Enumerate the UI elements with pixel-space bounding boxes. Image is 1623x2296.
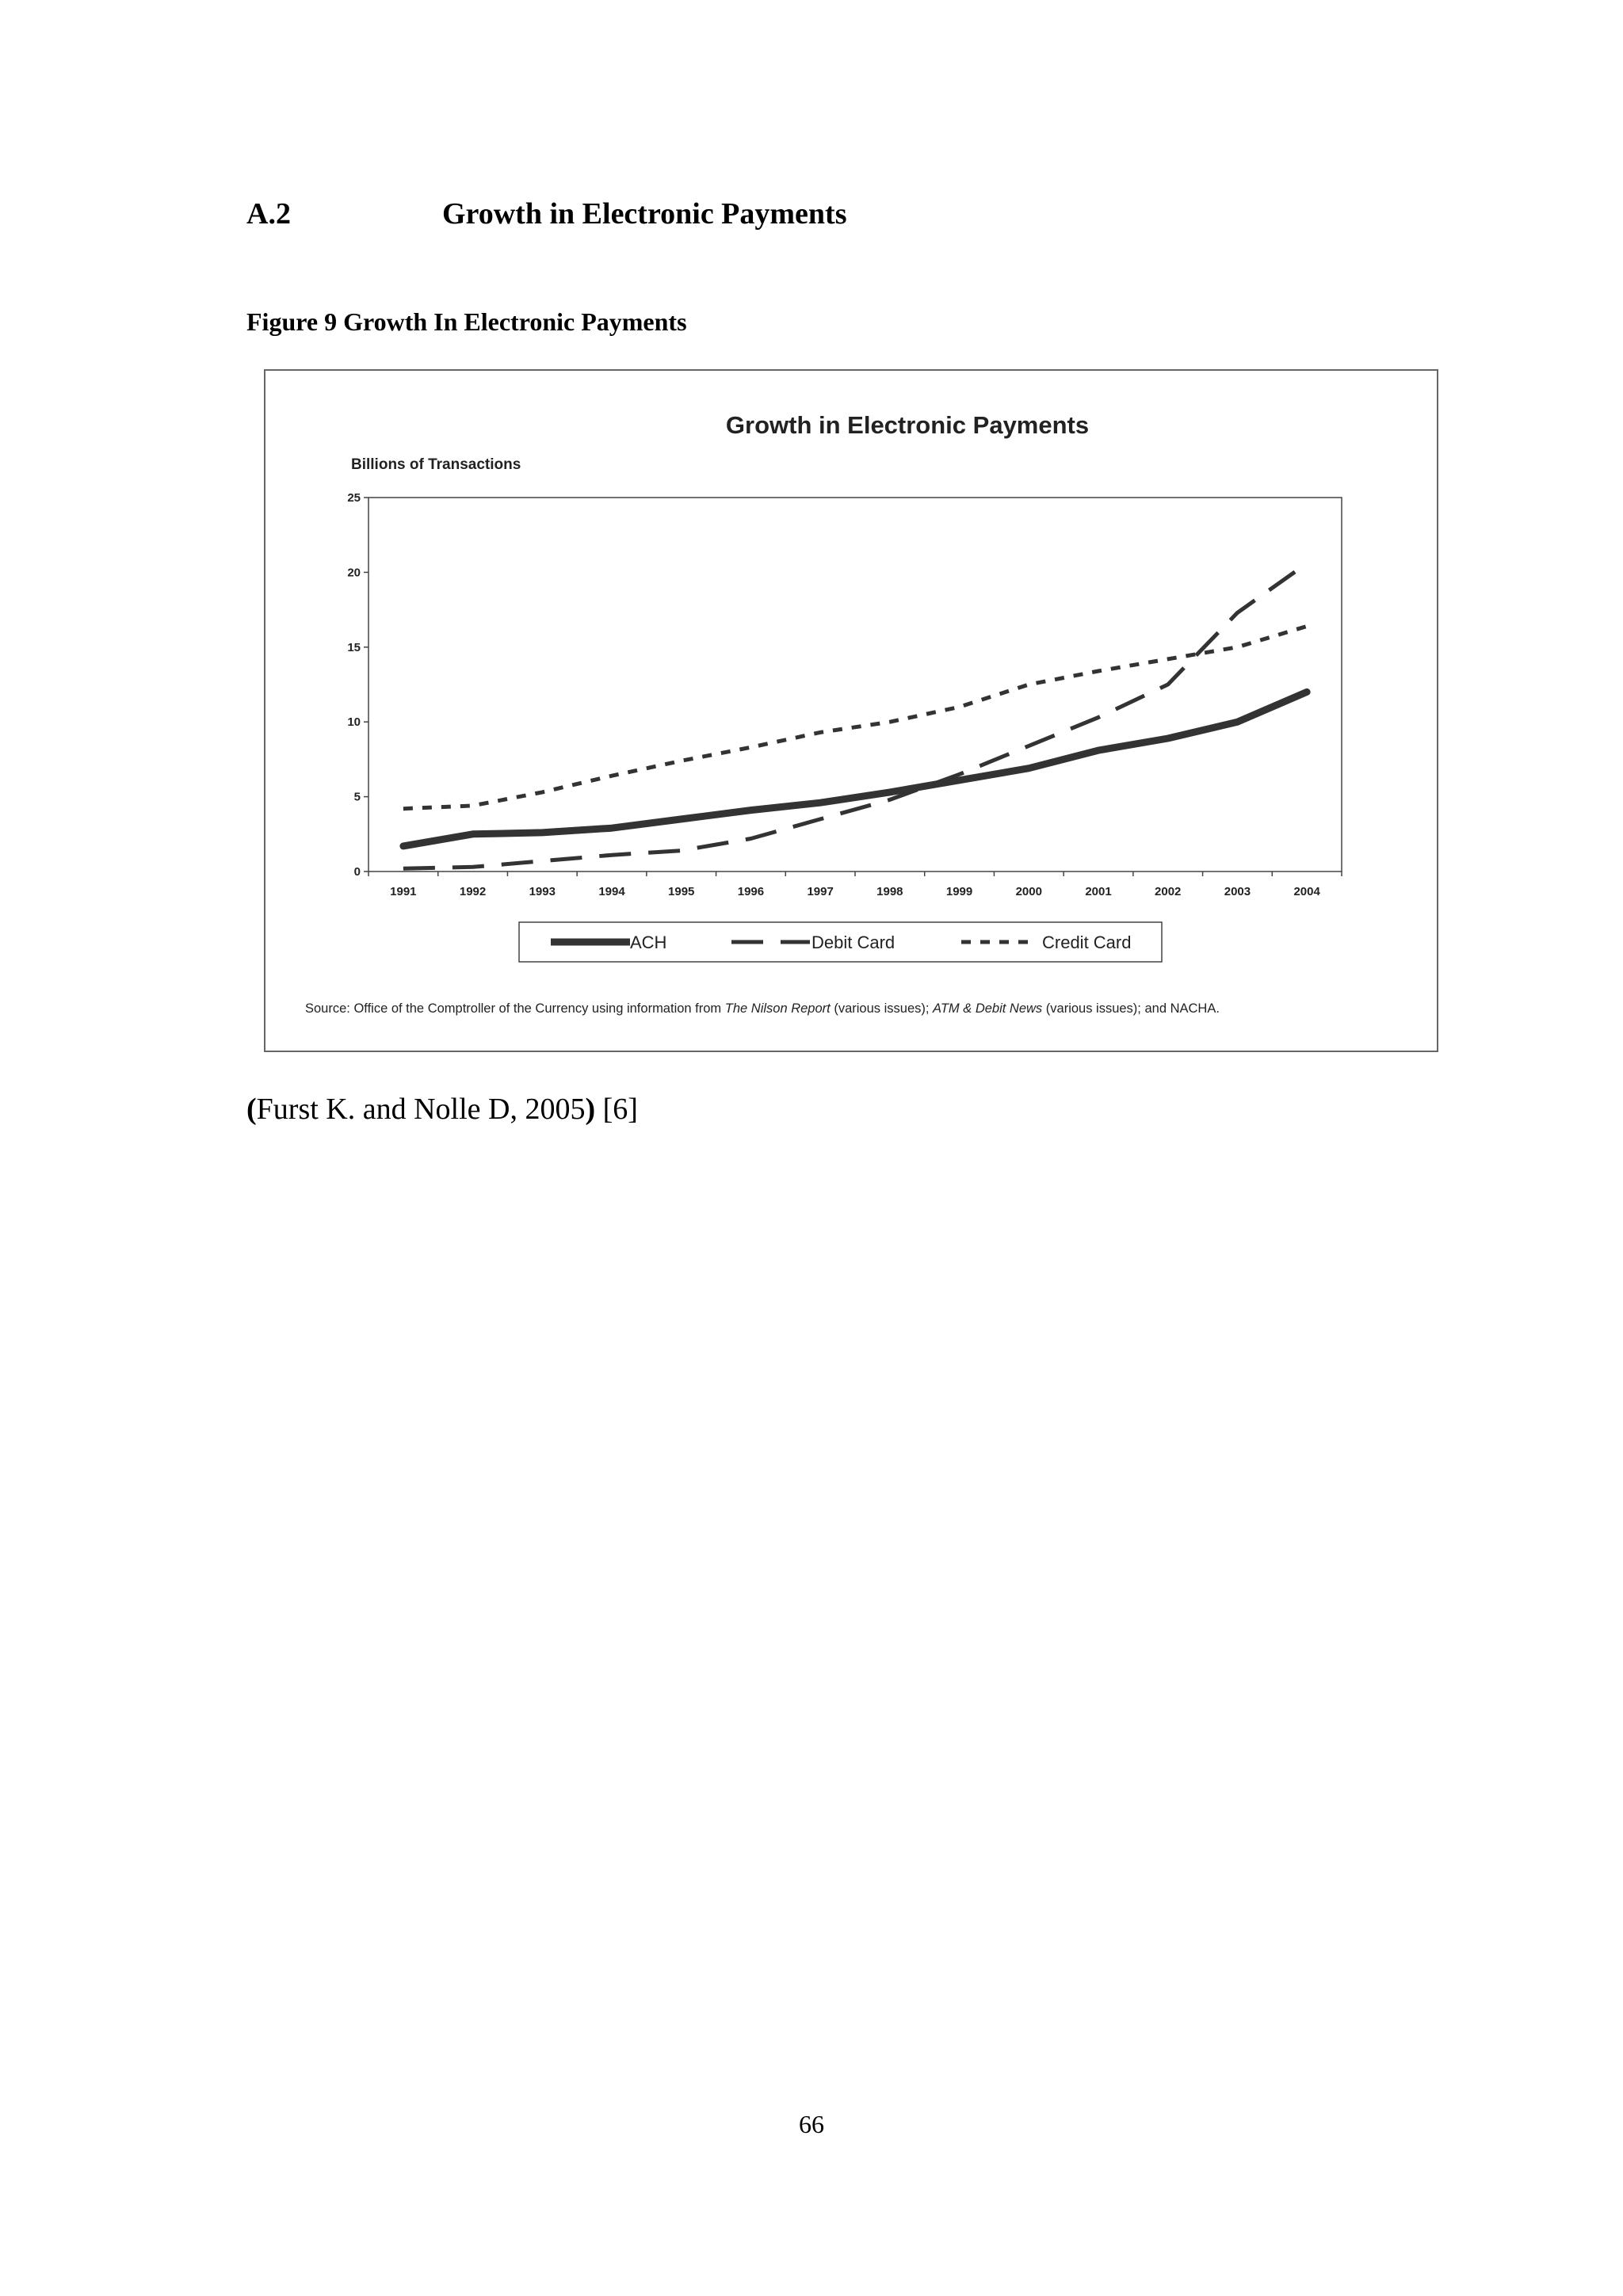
source-pub-2: ATM & Debit News: [933, 1001, 1043, 1016]
x-tick-label: 1994: [598, 885, 625, 898]
x-tick-label: 2000: [1015, 885, 1042, 898]
source-mid-2: (various issues); and NACHA.: [1042, 1001, 1220, 1016]
x-tick-label: 1997: [807, 885, 834, 898]
x-axis: [369, 871, 1342, 898]
figure-caption: Figure 9 Growth In Electronic Payments: [246, 307, 687, 336]
citation-open-paren: (: [246, 1093, 257, 1126]
y-tick-label: 0: [353, 865, 361, 879]
source-pub-1: The Nilson Report: [724, 1001, 831, 1016]
x-tick-label: 1993: [529, 885, 556, 898]
citation: [246, 1092, 638, 1127]
x-tick-label: 1991: [390, 885, 417, 898]
y-tick-label: 20: [347, 566, 361, 580]
y-tick-label: 5: [353, 790, 361, 804]
y-axis-label: Billions of Transactions: [351, 456, 521, 473]
x-tick-label: 2003: [1224, 885, 1251, 898]
x-tick-label: 1996: [737, 885, 765, 898]
x-tick-label: 2002: [1155, 885, 1182, 898]
series-line-ach: [403, 692, 1307, 846]
y-axis: [347, 491, 369, 879]
series-line-debit-card: [403, 563, 1307, 868]
section-number: A.2: [246, 197, 291, 231]
series-lines: [403, 563, 1307, 868]
legend-label-debit: Debit Card: [812, 933, 896, 952]
y-tick-label: 25: [347, 491, 361, 505]
chart-source-note: [305, 1001, 1220, 1016]
plot-area: [369, 498, 1342, 871]
y-tick-label: 15: [347, 640, 361, 654]
citation-text: Furst K. and Nolle D, 2005: [256, 1093, 586, 1126]
x-tick-label: 2001: [1085, 885, 1112, 898]
line-chart: [265, 371, 1437, 1051]
section-title: Growth in Electronic Payments: [442, 197, 847, 231]
legend: [519, 922, 1162, 962]
x-tick-label: 1998: [876, 885, 903, 898]
source-mid-1: (various issues);: [830, 1001, 934, 1016]
source-prefix: Source: Office of the Comptroller of the Currency using information from: [305, 1001, 725, 1016]
legend-label-credit: Credit Card: [1042, 933, 1132, 952]
x-tick-label: 1992: [459, 885, 487, 898]
chart-frame: [264, 369, 1438, 1052]
citation-ref: [6]: [595, 1093, 638, 1126]
chart-title: Growth in Electronic Payments: [725, 411, 1090, 439]
legend-label-ach: ACH: [630, 933, 667, 952]
x-tick-label: 1995: [668, 885, 695, 898]
series-line-credit-card: [403, 626, 1307, 808]
page-number: 66: [799, 2110, 824, 2138]
x-tick-label: 2004: [1293, 885, 1320, 898]
x-tick-label: 1999: [945, 885, 973, 898]
citation-close-paren: ): [585, 1093, 596, 1126]
y-tick-label: 10: [347, 715, 361, 730]
